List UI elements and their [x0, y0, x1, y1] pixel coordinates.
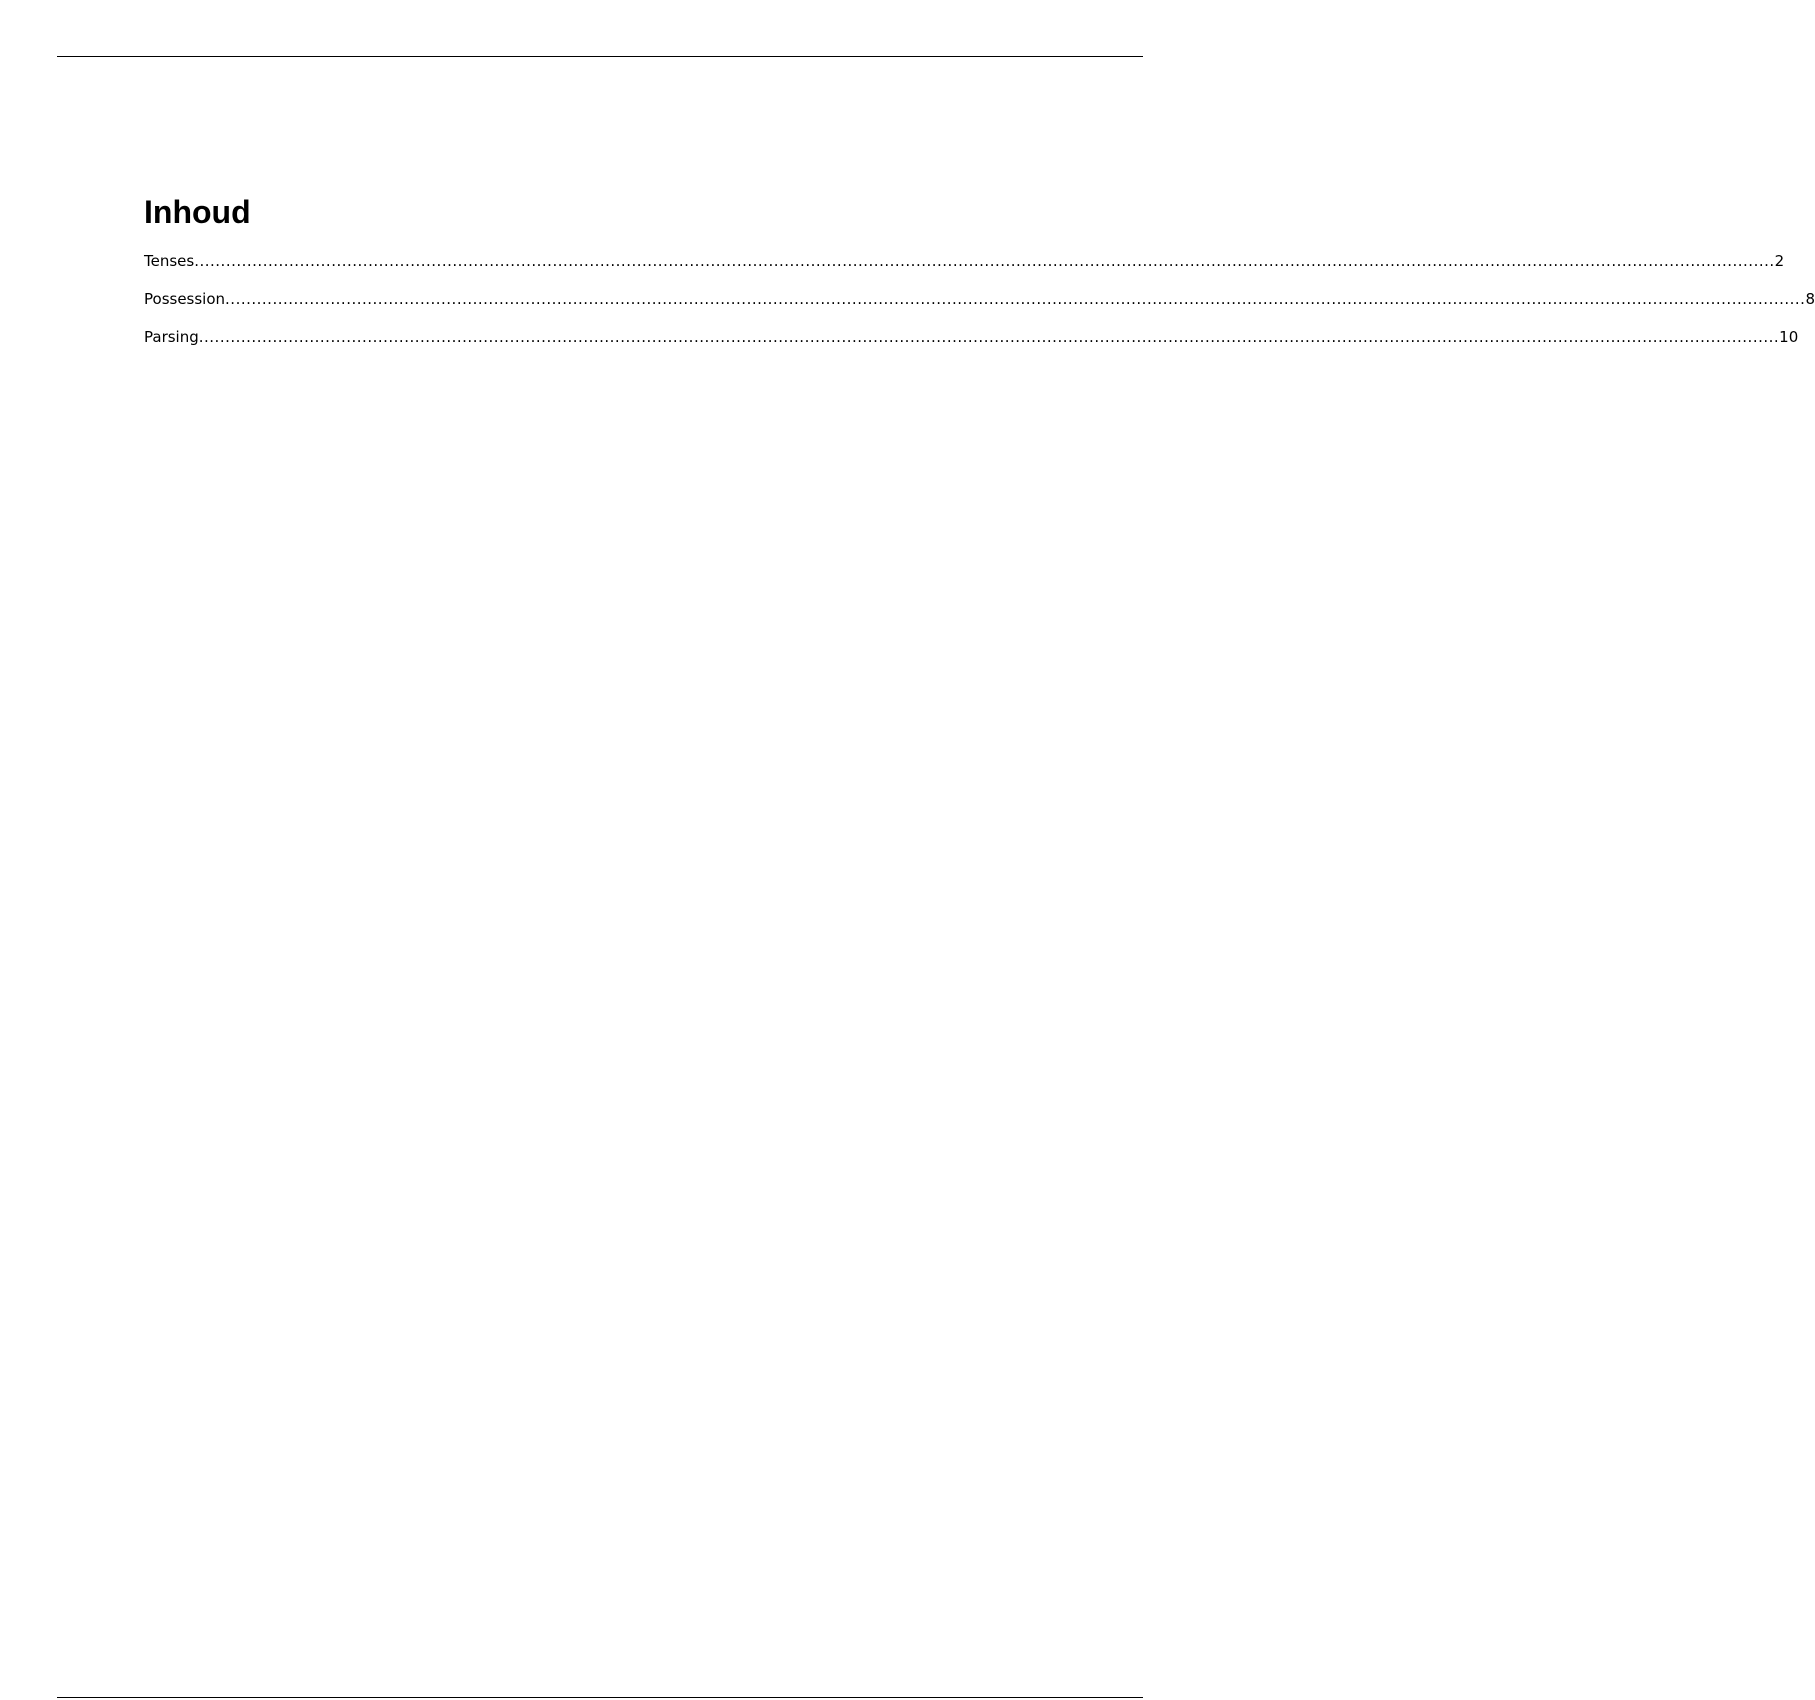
toc-dot-leader: ............................................................................................................................................................................................................................................................................................................ [198, 328, 1780, 346]
toc-entry-label: Parsing [144, 328, 199, 346]
toc-dot-leader: ............................................................................................................................................................................................................................................................................................................ [225, 290, 1806, 308]
toc-entry-parsing[interactable] [144, 318, 1799, 356]
header-rule [57, 56, 1143, 57]
table-of-contents [144, 192, 1815, 356]
toc-title: Inhoud [144, 194, 251, 230]
toc-entry-page: 10 [1779, 328, 1799, 346]
footer-rule [57, 1697, 1143, 1698]
toc-entry-page: 8 [1805, 290, 1815, 308]
toc-entry-label: Tenses [144, 252, 195, 270]
toc-entry-tenses[interactable] [144, 242, 1785, 280]
toc-entry-page: 2 [1774, 252, 1785, 270]
toc-entry-label: Possession [144, 290, 226, 308]
toc-list [144, 242, 1815, 356]
toc-entry-possession[interactable] [144, 280, 1815, 318]
toc-dot-leader: ............................................................................................................................................................................................................................................................................................................ [194, 252, 1775, 270]
